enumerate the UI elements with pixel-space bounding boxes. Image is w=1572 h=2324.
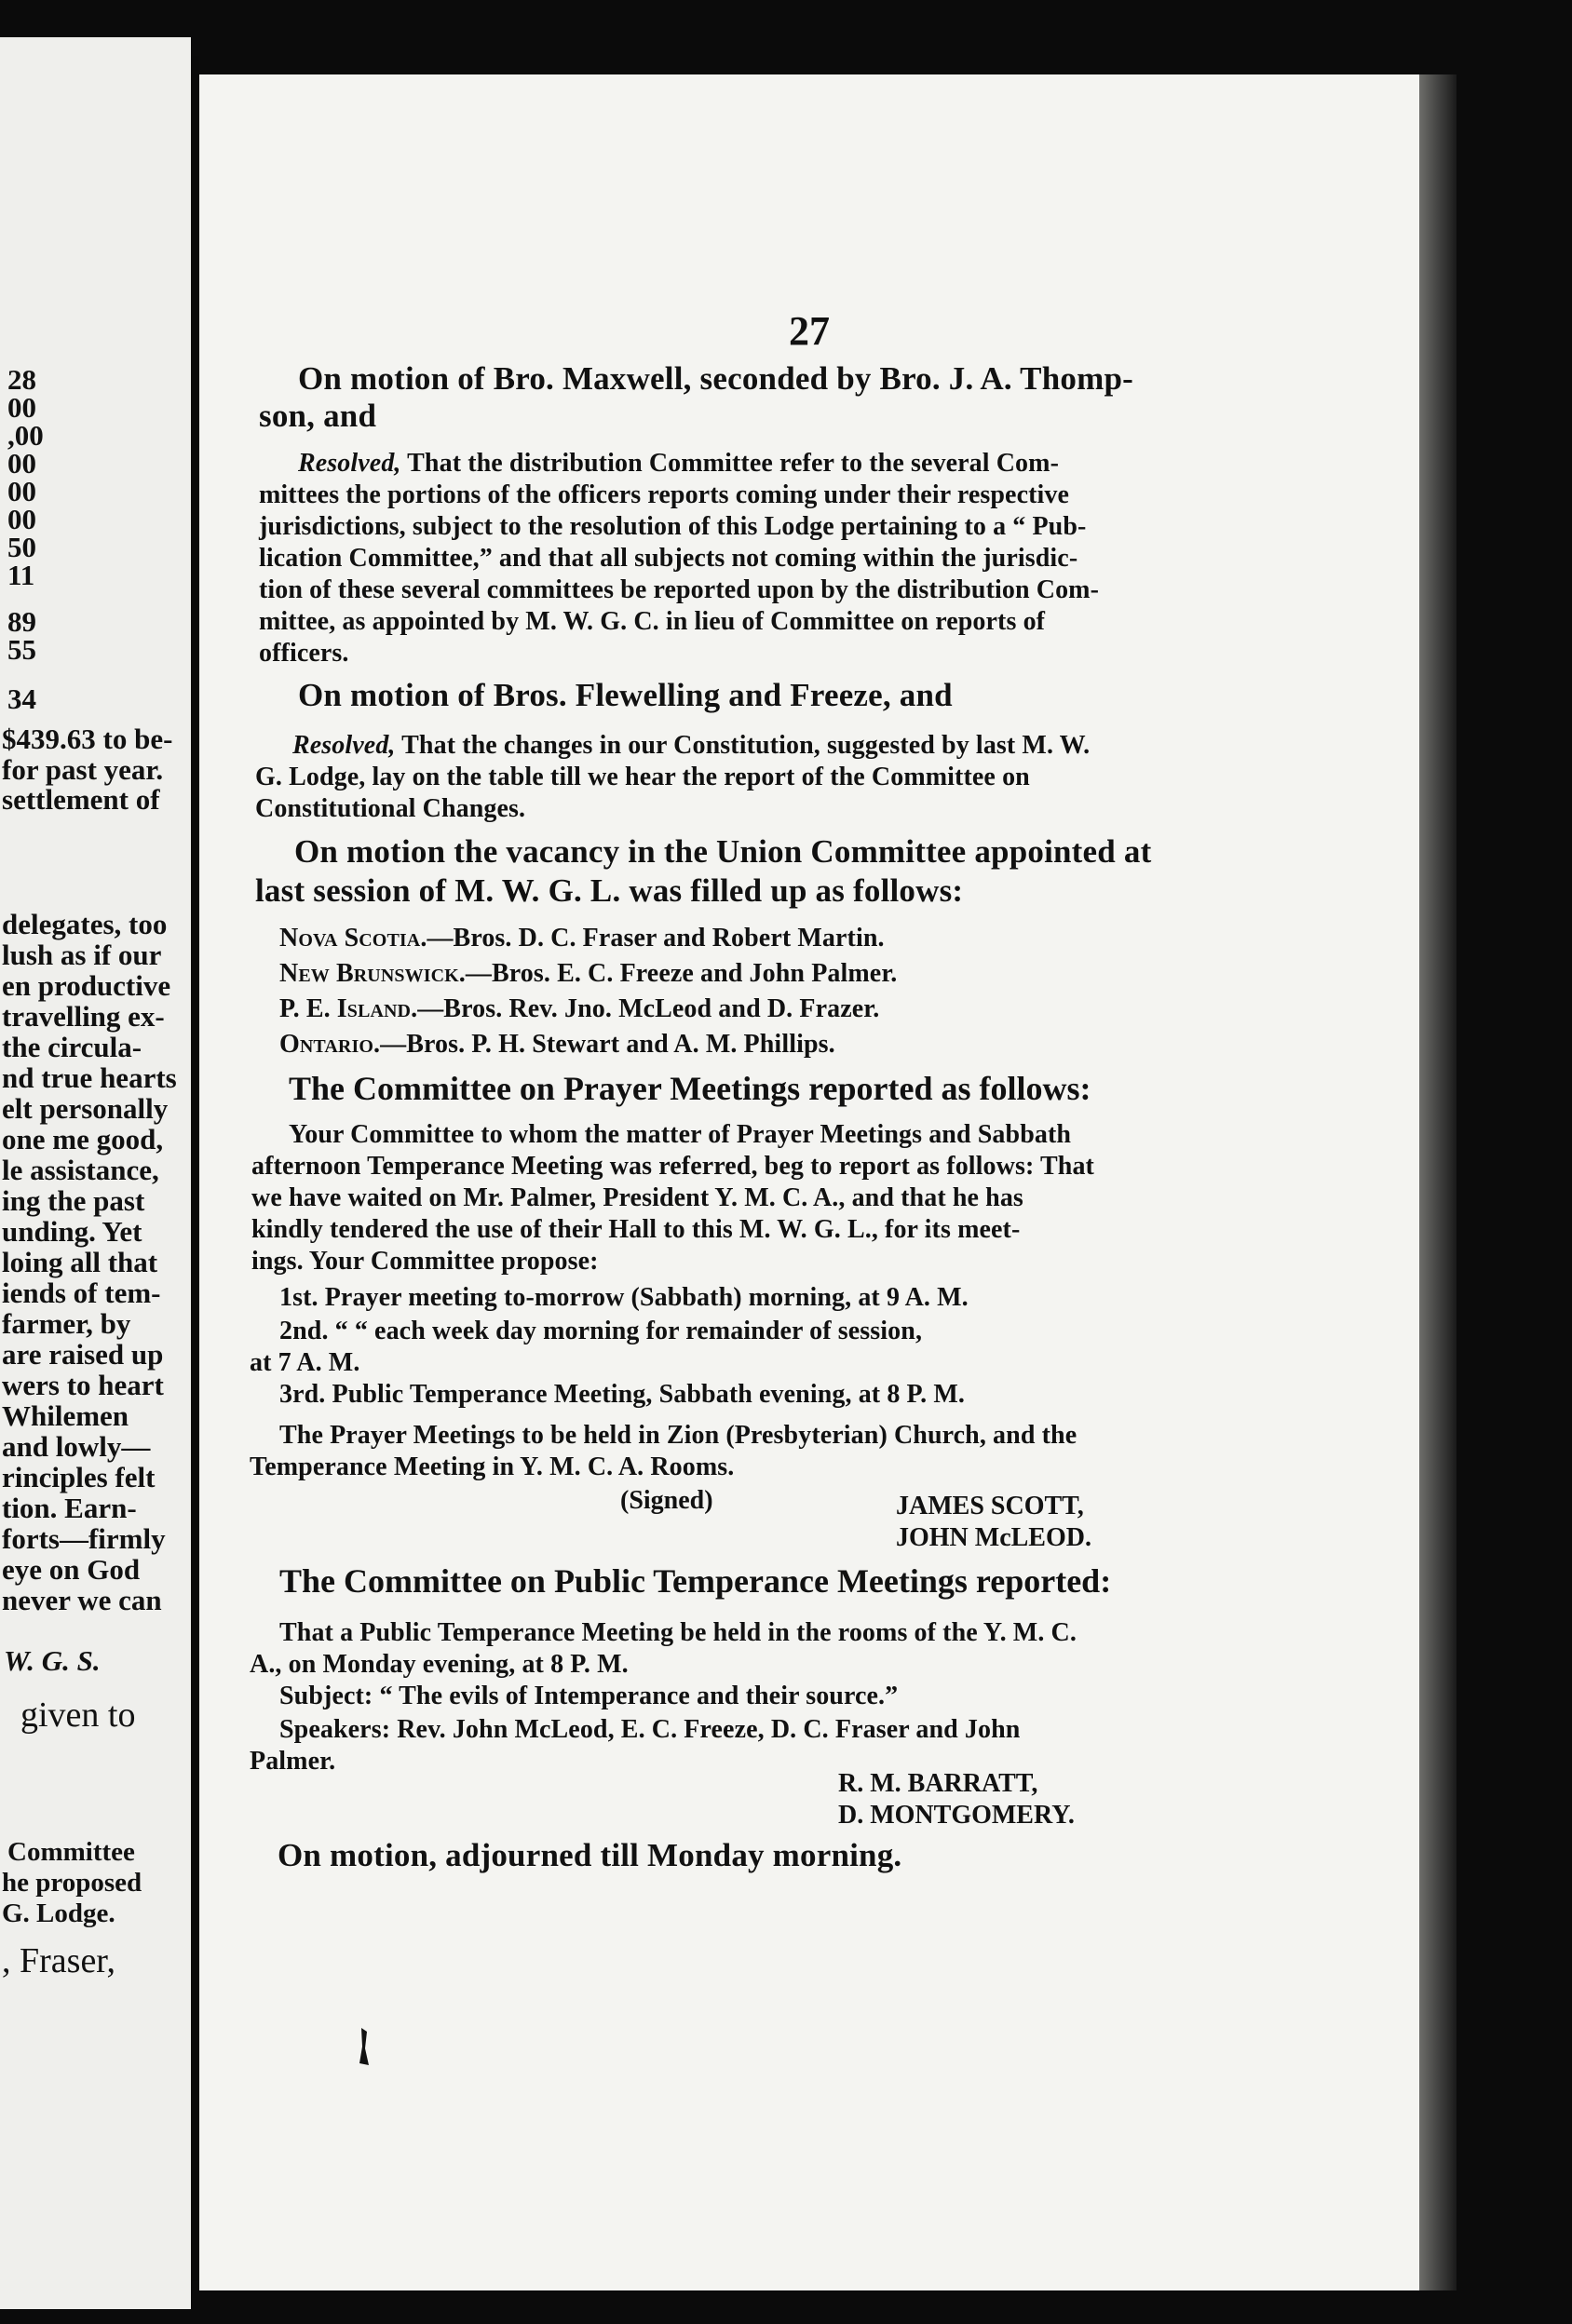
committee-member-row: [279, 924, 885, 953]
motion-vacancy-line2: last session of M. W. G. L. was filled up as follows:: [255, 872, 964, 909]
report-line: Temperance Meeting in Y. M. C. A. Rooms.: [250, 1452, 735, 1481]
member-names: —Bros. D. C. Fraser and Robert Martin.: [427, 924, 885, 953]
left-line: en productive: [2, 969, 171, 1002]
schedule-item: 2nd. “ “ each week day morning for remainder of session,: [279, 1317, 923, 1345]
committee-member-row: [279, 959, 897, 989]
motion-maxwell-line1: On motion of Bro. Maxwell, seconded by Bro. J. A. Thomp-: [298, 360, 1133, 397]
left-line: G. Lodge.: [2, 1898, 115, 1928]
resolution-line: G. Lodge, lay on the table till we hear the report of the Committee on: [255, 763, 1030, 791]
signature-name: JAMES SCOTT,: [896, 1492, 1084, 1520]
left-line: and lowly—: [2, 1430, 151, 1463]
left-line: W. G. S.: [4, 1644, 101, 1677]
left-line: never we can: [2, 1584, 162, 1616]
adjournment-motion: On motion, adjourned till Monday morning.: [278, 1837, 902, 1873]
left-number: 11: [7, 559, 35, 591]
motion-vacancy-line1: On motion the vacancy in the Union Committee appointed at: [294, 833, 1152, 870]
ink-mark-icon: [354, 2028, 373, 2067]
left-line: lush as if our: [2, 939, 162, 971]
left-line: le assistance,: [2, 1154, 159, 1186]
province-name: P. E. Island.: [279, 994, 418, 1023]
resolution-line: Constitutional Changes.: [255, 794, 526, 823]
left-line: one me good,: [2, 1123, 164, 1155]
left-line: elt personally: [2, 1092, 169, 1125]
left-number: 00: [7, 447, 36, 480]
left-line: are raised up: [2, 1338, 164, 1371]
report-line: Subject: “ The evils of Intemperance and their source.”: [279, 1682, 899, 1710]
page-edge-shadow: [1419, 74, 1457, 2290]
signature-name: D. MONTGOMERY.: [838, 1801, 1075, 1830]
left-number: ,00: [7, 419, 44, 452]
member-names: —Bros. E. C. Freeze and John Palmer.: [465, 959, 898, 988]
left-line: the circula-: [2, 1031, 142, 1063]
left-number: 34: [7, 682, 36, 715]
left-line: delegates, too: [2, 908, 168, 940]
left-line: for past year.: [2, 753, 164, 786]
member-names: —Bros. Rev. Jno. McLeod and D. Frazer.: [417, 994, 880, 1023]
motion-flewelling: On motion of Bros. Flewelling and Freeze, and: [298, 677, 953, 713]
report-line: Speakers: Rev. John McLeod, E. C. Freeze, D. C. Fraser and John: [279, 1715, 1021, 1744]
province-name: Ontario.: [279, 1030, 381, 1059]
schedule-item: at 7 A. M.: [250, 1348, 360, 1377]
left-line: travelling ex-: [2, 1000, 165, 1033]
report-line: Palmer.: [250, 1747, 336, 1776]
left-number: 55: [7, 633, 36, 666]
report-line: Your Committee to whom the matter of Prayer Meetings and Sabbath: [289, 1120, 1072, 1149]
resolution-line: lication Committee,” and that all subjects not coming within the jurisdic-: [259, 544, 1078, 573]
left-line: farmer, by: [2, 1307, 131, 1340]
report-line: we have waited on Mr. Palmer, President Y. M. C. A., and that he has: [251, 1183, 1023, 1212]
resolution-line: mittee, as appointed by M. W. G. C. in lieu of Committee on reports of: [259, 607, 1046, 636]
left-line: , Fraser,: [2, 1941, 115, 1980]
province-name: Nova Scotia.: [279, 924, 427, 953]
report-line: ings. Your Committee propose:: [251, 1247, 599, 1276]
left-line: given to: [20, 1696, 136, 1735]
left-line: forts—firmly: [2, 1522, 166, 1555]
left-line: eye on God: [2, 1553, 141, 1586]
left-line: unding. Yet: [2, 1215, 142, 1248]
left-line: iends of tem-: [2, 1277, 161, 1309]
left-line: $439.63 to be-: [2, 723, 173, 755]
resolution-line: officers.: [259, 639, 349, 668]
report-line: The Prayer Meetings to be held in Zion (Presbyterian) Church, and the: [279, 1421, 1077, 1450]
member-names: —Bros. P. H. Stewart and A. M. Phillips.: [380, 1030, 835, 1059]
left-line: Committee: [7, 1837, 135, 1867]
resolution-line: That the changes in our Constitution, suggested by last M. W.: [395, 731, 1091, 760]
schedule-item: 3rd. Public Temperance Meeting, Sabbath evening, at 8 P. M.: [279, 1380, 965, 1409]
left-line: tion. Earn-: [2, 1492, 137, 1524]
page-gutter-rule: [191, 56, 199, 2281]
schedule-item: 1st. Prayer meeting to-morrow (Sabbath) morning, at 9 A. M.: [279, 1283, 969, 1312]
heading-prayer-meetings: The Committee on Prayer Meetings reported as follows:: [289, 1070, 1091, 1107]
left-number: 89: [7, 605, 36, 638]
left-line: he proposed: [2, 1868, 142, 1898]
committee-member-row: [279, 994, 879, 1024]
report-line: A., on Monday evening, at 8 P. M.: [250, 1650, 629, 1679]
left-line: wers to heart: [2, 1369, 164, 1401]
document-page: [199, 74, 1419, 2290]
left-number: 28: [7, 363, 36, 396]
left-line: Whilemen: [2, 1399, 129, 1432]
left-line: settlement of: [2, 783, 160, 816]
motion-maxwell-line2: son, and: [259, 398, 377, 434]
committee-member-row: [279, 1030, 835, 1060]
province-name: New Brunswick.: [279, 959, 466, 988]
heading-public-temperance: The Committee on Public Temperance Meetings reported:: [279, 1562, 1112, 1600]
left-line: ing the past: [2, 1184, 145, 1217]
left-line: rinciples felt: [2, 1461, 156, 1493]
left-number: 00: [7, 475, 36, 507]
left-number: 50: [7, 531, 36, 563]
resolution-line: That the distribution Committee refer to the several Com-: [400, 449, 1059, 478]
report-line: That a Public Temperance Meeting be held in the rooms of the Y. M. C.: [279, 1618, 1077, 1647]
report-line: kindly tendered the use of their Hall to this M. W. G. L., for its meet-: [251, 1215, 1021, 1244]
resolution-line: tion of these several committees be reported upon by the distribution Com-: [259, 575, 1100, 604]
left-number: 00: [7, 503, 36, 535]
left-line: loing all that: [2, 1246, 158, 1278]
left-number: 00: [7, 391, 36, 424]
resolved-label: Resolved,: [292, 731, 396, 760]
page-number: 27: [789, 308, 830, 354]
signed-label: (Signed): [620, 1486, 713, 1515]
signature-name: JOHN McLEOD.: [896, 1523, 1091, 1552]
left-page-fragment: [0, 37, 191, 2309]
resolution-line: mittees the portions of the officers reports coming under their respective: [259, 480, 1070, 509]
signature-name: R. M. BARRATT,: [838, 1769, 1038, 1798]
resolution-line: jurisdictions, subject to the resolution of this Lodge pertaining to a “ Pub-: [259, 512, 1087, 541]
report-line: afternoon Temperance Meeting was referred, beg to report as follows: That: [251, 1152, 1094, 1181]
left-line: nd true hearts: [2, 1061, 177, 1094]
resolved-label: Resolved,: [298, 449, 401, 478]
